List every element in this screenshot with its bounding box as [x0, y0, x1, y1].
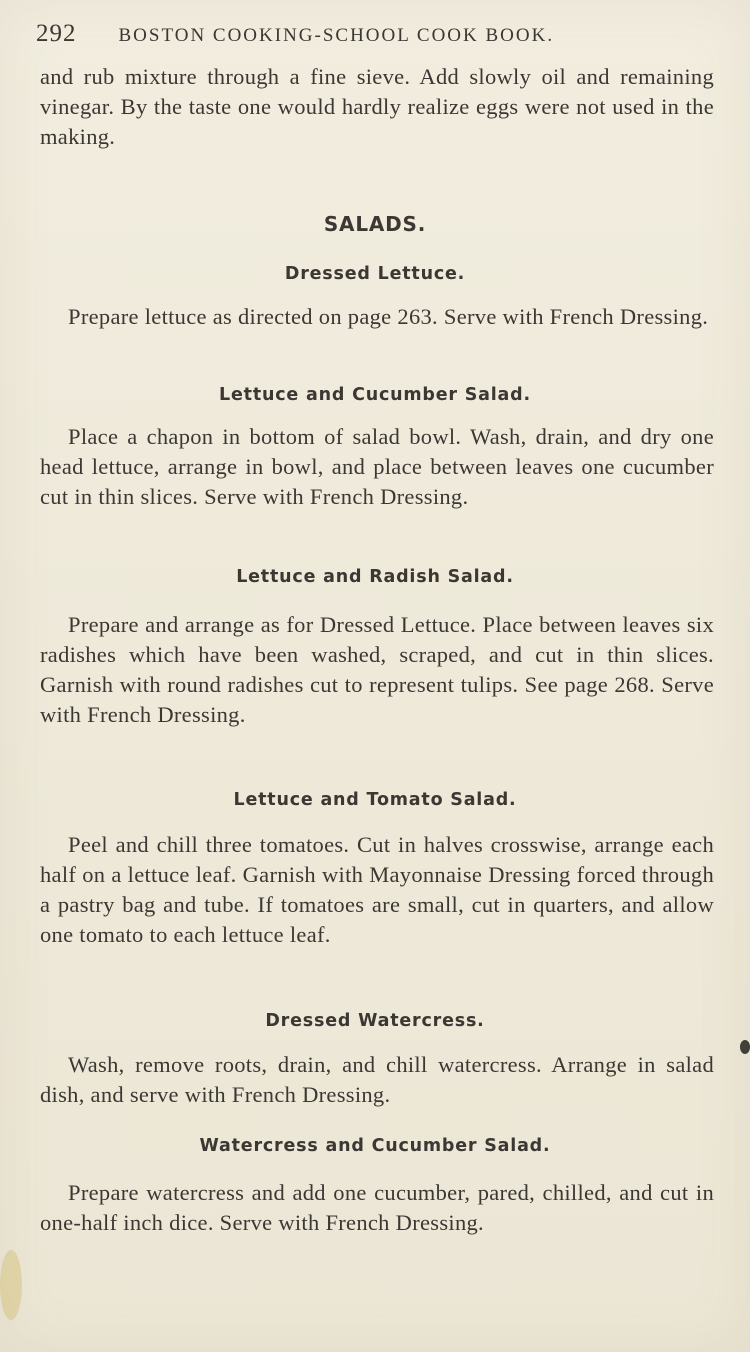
recipe-title-watercress-cucumber: Watercress and Cucumber Salad. [199, 1136, 551, 1156]
recipe-text-lettuce-radish: Prepare and arrange as for Dressed Lettuce. Place between leaves six radishes which have been washed, scraped, and cut in thin slices. Garnish with round radishes cut to represent tulips. See page 268. Serve with French Dressing. [40, 612, 714, 727]
paper-mark [740, 1040, 750, 1054]
recipe-text-dressed-lettuce: Prepare lettuce as directed on page 263. Serve with French Dressing. [68, 304, 709, 329]
recipe-title-lettuce-radish: Lettuce and Radish Salad. [236, 567, 514, 587]
recipe-title-dressed-watercress: Dressed Watercress. [265, 1011, 485, 1031]
recipe-text-lettuce-cucumber: Place a chapon in bottom of salad bowl. Wash, drain, and dry one head lettuce, arrange in bowl, and place between leaves one cucumber cut in thin slices. Serve with French Dressing. [40, 424, 714, 509]
recipe-text-watercress-cucumber: Prepare watercress and add one cucumber, pared, chilled, and cut in one-half inch dice. Serve with French Dressing. [40, 1180, 714, 1235]
running-title: BOSTON COOKING-SCHOOL COOK BOOK. [118, 25, 555, 46]
recipe-title-lettuce-tomato: Lettuce and Tomato Salad. [233, 790, 517, 810]
recipe-text-dressed-watercress: Wash, remove roots, drain, and chill watercress. Arrange in salad dish, and serve with French Dressing. [40, 1052, 714, 1107]
intro-paragraph: and rub mixture through a fine sieve. Add slowly oil and remaining vinegar. By the taste one would hardly realize eggs were not used in the making. [40, 64, 714, 149]
paper-stain [0, 1250, 22, 1320]
recipe-title-lettuce-cucumber: Lettuce and Cucumber Salad. [219, 385, 531, 405]
running-head [36, 20, 714, 56]
recipe-text-lettuce-tomato: Peel and chill three tomatoes. Cut in halves crosswise, arrange each half on a lettuce leaf. Garnish with Mayonnaise Dressing forced through a pastry bag and tube. If tomatoes are small, cut in quarters, and allow one tomato to each lettuce leaf. [40, 832, 714, 947]
section-title: SALADS. [323, 212, 427, 236]
page-number: 292 [36, 20, 77, 47]
recipe-title-dressed-lettuce: Dressed Lettuce. [284, 264, 466, 284]
